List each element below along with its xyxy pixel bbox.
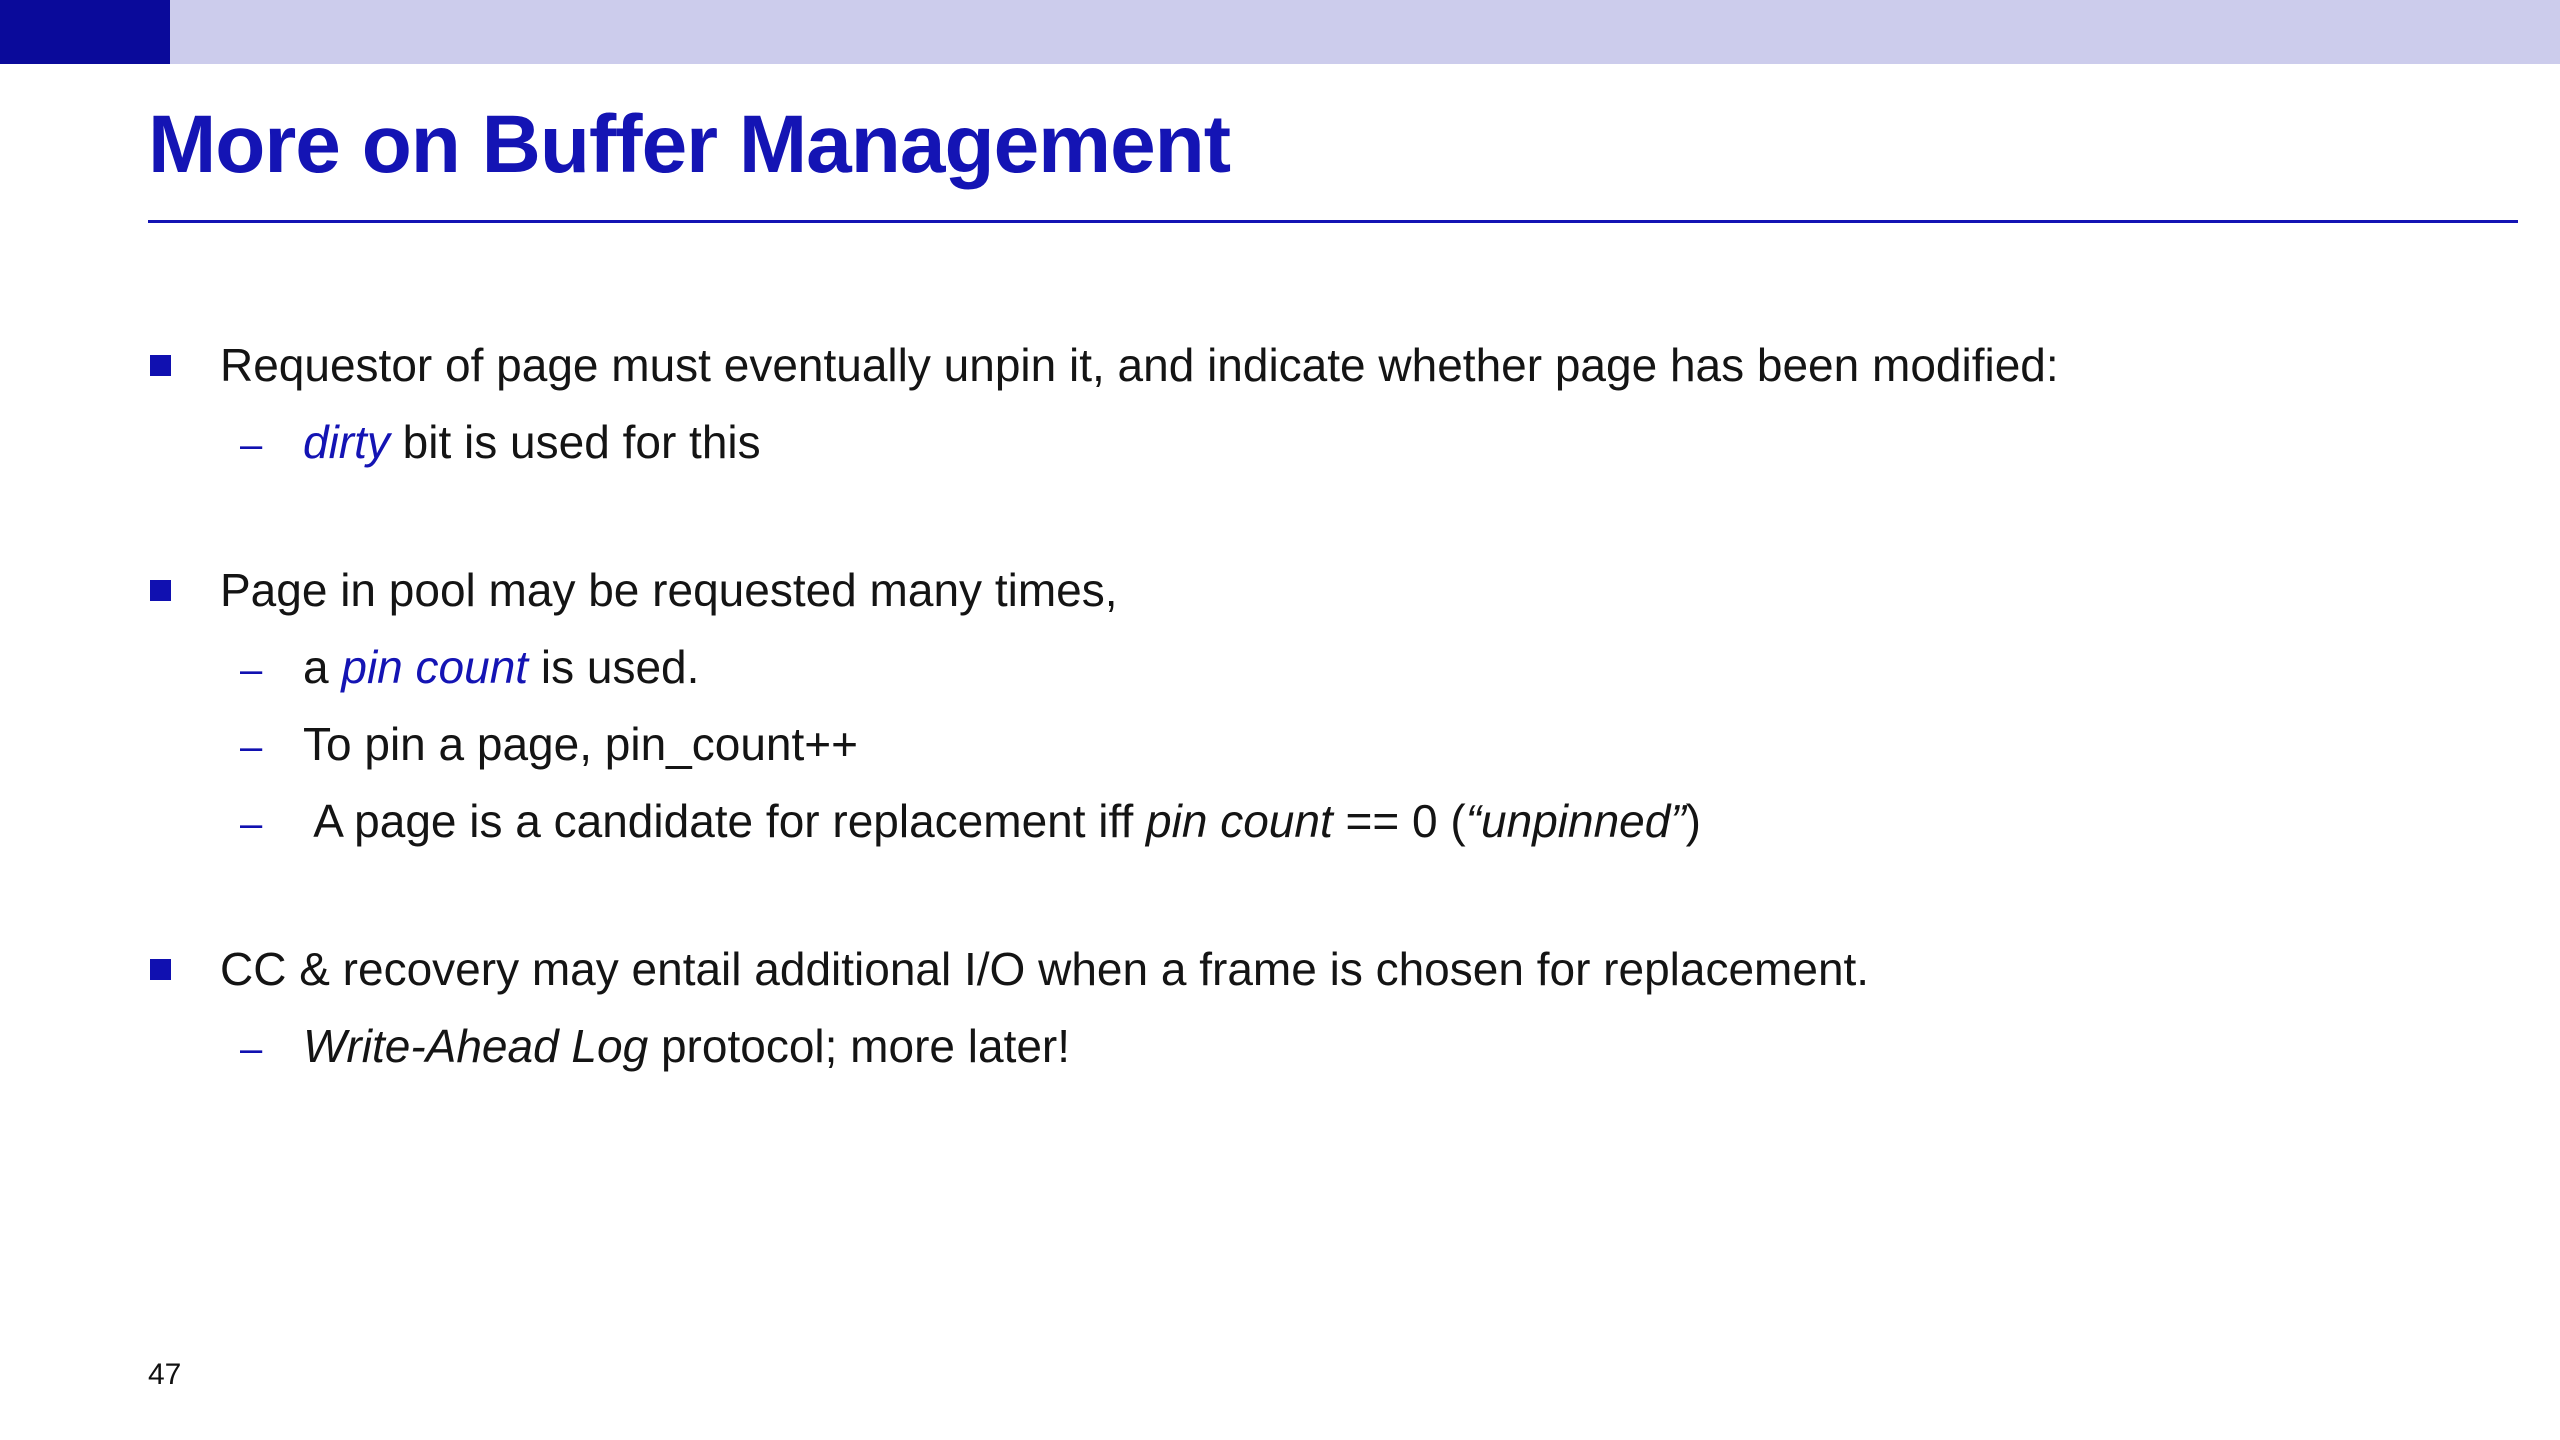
sub-text-middle: == 0 ( [1332, 795, 1466, 847]
sub-text-lead: a [303, 641, 342, 693]
sub-item [148, 786, 2478, 856]
slide-title: More on Buffer Management [148, 99, 1231, 190]
dash-bullet-icon: – [240, 1027, 263, 1071]
square-bullet-icon [150, 355, 171, 376]
top-band-accent [0, 0, 170, 64]
title-divider [148, 220, 2518, 223]
square-bullet-icon [150, 580, 171, 601]
sub-item [148, 407, 2478, 477]
sub-text [303, 1011, 1070, 1081]
bullet-text: Page in pool may be requested many times, [220, 564, 1118, 616]
bullet-text: CC & recovery may entail additional I/O when a frame is chosen for replacement. [220, 943, 1870, 995]
sub-text-rest: is used. [528, 641, 700, 693]
slide-body [148, 330, 2478, 1081]
term-pin-count-italic: pin count [1146, 795, 1333, 847]
dash-bullet-icon: – [240, 725, 263, 769]
sub-text [303, 407, 761, 477]
bullet-1 [148, 330, 2478, 477]
bullet-2 [148, 555, 2478, 856]
sub-text: To pin a page, pin_count++ [303, 718, 859, 770]
sub-text [303, 632, 699, 702]
dash-bullet-icon: – [240, 802, 263, 846]
sub-text [303, 786, 1701, 856]
term-write-ahead-log: Write-Ahead Log [303, 1020, 649, 1072]
term-unpinned: “unpinned” [1465, 795, 1686, 847]
sub-text-lead: A page is a candidate for replacement iff [303, 795, 1147, 847]
dash-bullet-icon: – [240, 423, 263, 467]
sub-list [148, 632, 2478, 856]
square-bullet-icon [150, 959, 171, 980]
sub-text-rest: protocol; more later! [648, 1020, 1071, 1072]
bullet-3 [148, 934, 2478, 1081]
dash-bullet-icon: – [240, 648, 263, 692]
sub-item [148, 709, 2478, 779]
term-dirty: dirty [303, 416, 390, 468]
sub-item [148, 1011, 2478, 1081]
top-band [0, 0, 2560, 64]
sub-text-rest: ) [1685, 795, 1701, 847]
bullet-text: Requestor of page must eventually unpin it, and indicate whether page has been modified: [220, 339, 2059, 391]
page-number: 47 [148, 1358, 182, 1391]
sub-list [148, 407, 2478, 477]
sub-item [148, 632, 2478, 702]
sub-text-rest: bit is used for this [389, 416, 761, 468]
sub-list [148, 1011, 2478, 1081]
term-pin-count: pin count [341, 641, 529, 693]
